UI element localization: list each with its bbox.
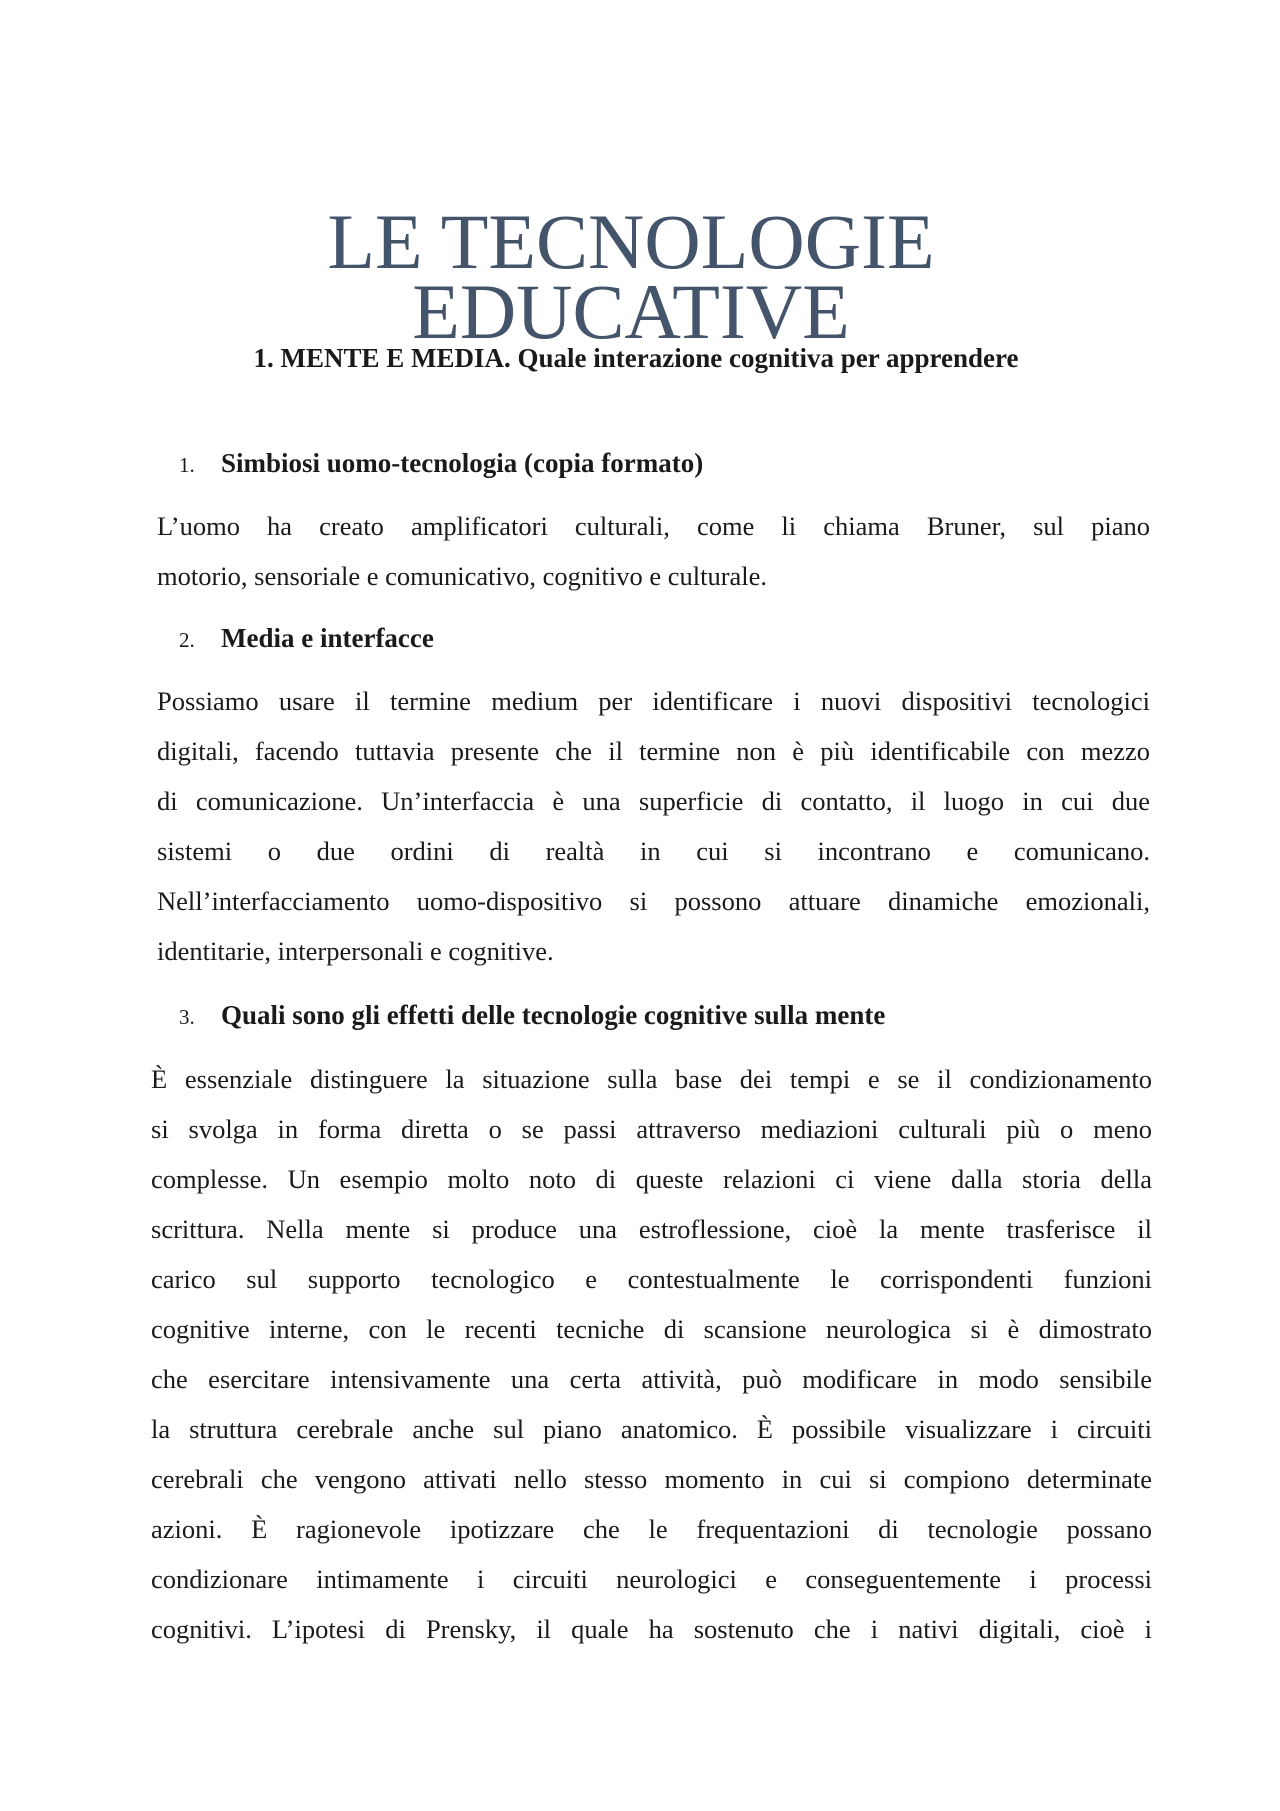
- document-title-line-1: LE TECNOLOGIE: [327, 198, 935, 286]
- paragraph-line: condizionare intimamente i circuiti neurologici e conseguentemente i processi: [151, 1564, 1152, 1594]
- paragraph-line: cerebrali che vengono attivati nello stesso momento in cui si compiono determinate: [151, 1464, 1152, 1494]
- section-2-title: Media e interfacce: [221, 623, 434, 653]
- section-1-heading: [179, 446, 703, 482]
- paragraph-line: carico sul supporto tecnologico e contestualmente le corrispondenti funzioni: [151, 1264, 1152, 1294]
- paragraph-line: digitali, facendo tuttavia presente che il termine non è più identificabile con mezzo: [157, 736, 1150, 766]
- section-1-paragraph: [157, 501, 1150, 601]
- chapter-heading: 1. MENTE E MEDIA. Quale interazione cognitiva per apprendere: [253, 343, 1019, 373]
- section-2-number: 2.: [179, 628, 195, 652]
- section-2-heading: [179, 621, 434, 657]
- paragraph-line: Nell’interfacciamento uomo-dispositivo si possono attuare dinamiche emozionali,: [157, 886, 1150, 916]
- paragraph-line: motorio, sensoriale e comunicativo, cognitivo e culturale.: [157, 561, 768, 591]
- paragraph-line: si svolga in forma diretta o se passi attraverso mediazioni culturali più o meno: [151, 1114, 1152, 1144]
- paragraph-line: complesse. Un esempio molto noto di queste relazioni ci viene dalla storia della: [151, 1164, 1152, 1194]
- document-title-line-2: EDUCATIVE: [412, 268, 850, 356]
- paragraph-line: di comunicazione. Un’interfaccia è una superficie di contatto, il luogo in cui due: [157, 786, 1150, 816]
- paragraph-line: identitarie, interpersonali e cognitive.: [157, 936, 554, 966]
- paragraph-line: che esercitare intensivamente una certa attività, può modificare in modo sensibile: [151, 1364, 1152, 1394]
- paragraph-line: L’uomo ha creato amplificatori culturali, come li chiama Bruner, sul piano: [157, 511, 1150, 541]
- paragraph-line: sistemi o due ordini di realtà in cui si incontrano e comunicano.: [157, 836, 1150, 866]
- section-3-heading: [179, 998, 885, 1034]
- section-1-number: 1.: [179, 453, 195, 477]
- section-2-paragraph: [157, 676, 1150, 976]
- paragraph-line: Possiamo usare il termine medium per identificare i nuovi dispositivi tecnologici: [157, 686, 1150, 716]
- section-1-title: Simbiosi uomo-tecnologia (copia formato): [221, 448, 704, 478]
- document-title: [0, 198, 1262, 356]
- section-3-number: 3.: [179, 1005, 195, 1029]
- paragraph-line: scrittura. Nella mente si produce una estroflessione, cioè la mente trasferisce il: [151, 1214, 1152, 1244]
- section-3-paragraph: [151, 1054, 1152, 1654]
- paragraph-line: azioni. È ragionevole ipotizzare che le frequentazioni di tecnologie possano: [151, 1514, 1152, 1544]
- paragraph-line: cognitivi. L’ipotesi di Prensky, il quale ha sostenuto che i nativi digitali, cioè i: [151, 1614, 1152, 1644]
- paragraph-line: la struttura cerebrale anche sul piano anatomico. È possibile visualizzare i circuiti: [151, 1414, 1152, 1444]
- paragraph-line: È essenziale distinguere la situazione sulla base dei tempi e se il condizionamento: [151, 1064, 1152, 1094]
- section-3-title: Quali sono gli effetti delle tecnologie cognitive sulla mente: [221, 1000, 886, 1030]
- paragraph-line: cognitive interne, con le recenti tecniche di scansione neurologica si è dimostrato: [151, 1314, 1152, 1344]
